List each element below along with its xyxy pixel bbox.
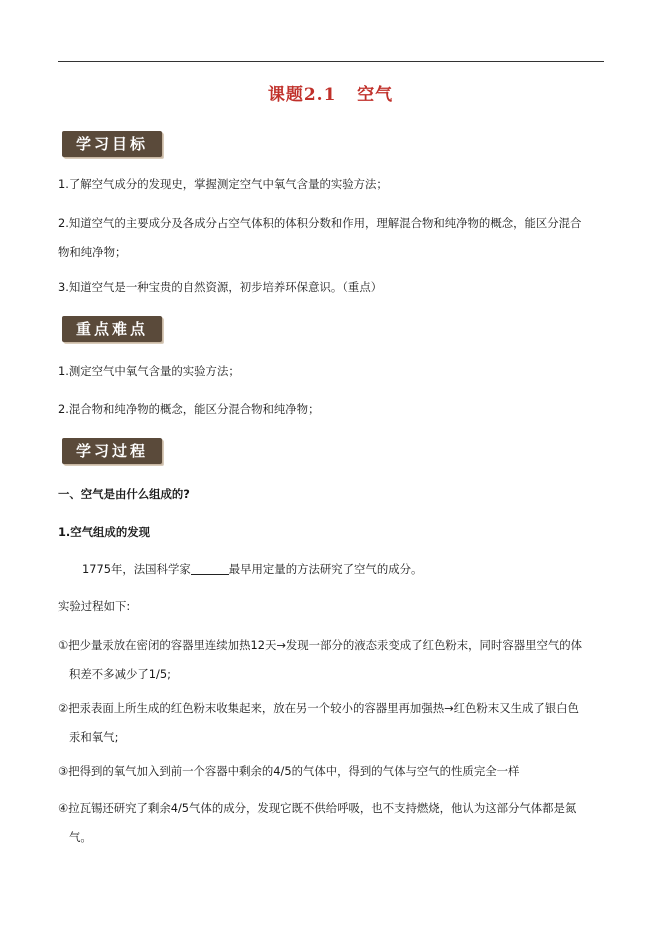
step-2-line-2: 汞和氧气;	[69, 730, 119, 744]
step-4-line-2: 气。	[69, 830, 92, 844]
step-2	[58, 694, 606, 752]
section-badge-objectives: 学习目标	[62, 131, 162, 157]
keypoint-1: 1.测定空气中氧气含量的实验方法；	[58, 364, 240, 378]
step-1-line-1: ①把少量汞放在密闭的容器里连续加热12天→发现一部分的液态汞变成了红色粉末，同时容器里空气的体	[58, 638, 583, 652]
heading-discovery: 1.空气组成的发现	[58, 525, 150, 539]
section-badge-process: 学习过程	[62, 438, 162, 464]
step-1-line-2: 积差不多减少了1/5;	[69, 667, 171, 681]
objective-2-line-2: 物和纯净物；	[58, 245, 127, 259]
intro-after-blank: 最早用定量的方法研究了空气的成分。	[228, 562, 423, 576]
intro-before-blank: 1775年，法国科学家	[82, 562, 191, 576]
step-3: ③把得到的氧气加入到前一个容器中剩余的4/5的气体中，得到的气体与空气的性质完全一样	[58, 764, 520, 778]
experiment-label: 实验过程如下:	[58, 599, 131, 613]
objective-2-line-1: 2.知道空气的主要成分及各成分占空气体积的体积分数和作用，理解混合物和纯净物的概念，能区分混合	[58, 216, 582, 230]
step-4	[58, 794, 606, 852]
objective-3: 3.知道空气是一种宝贵的自然资源，初步培养环保意识。（重点）	[58, 280, 383, 294]
fill-in-blank	[191, 562, 229, 575]
objective-2	[58, 209, 606, 267]
step-2-line-1: ②把汞表面上所生成的红色粉末收集起来，放在另一个较小的容器里再加强热→红色粉末又生成了银白色	[58, 701, 579, 715]
step-4-line-1: ④拉瓦锡还研究了剩余4/5气体的成分，发现它既不供给呼吸，也不支持燃烧，他认为这部分气体都是氮	[58, 801, 577, 815]
section-badge-keypoints: 重点难点	[62, 316, 162, 342]
intro-paragraph	[82, 555, 630, 584]
page-title: 课题2.1 空气	[267, 85, 394, 105]
keypoint-2: 2.混合物和纯净物的概念，能区分混合物和纯净物；	[58, 402, 320, 416]
step-1	[58, 631, 606, 689]
heading-air-composition: 一、空气是由什么组成的?	[58, 487, 190, 501]
header-rule	[58, 61, 604, 62]
objective-1: 1.了解空气成分的发现史，掌握测定空气中氧气含量的实验方法；	[58, 177, 388, 191]
